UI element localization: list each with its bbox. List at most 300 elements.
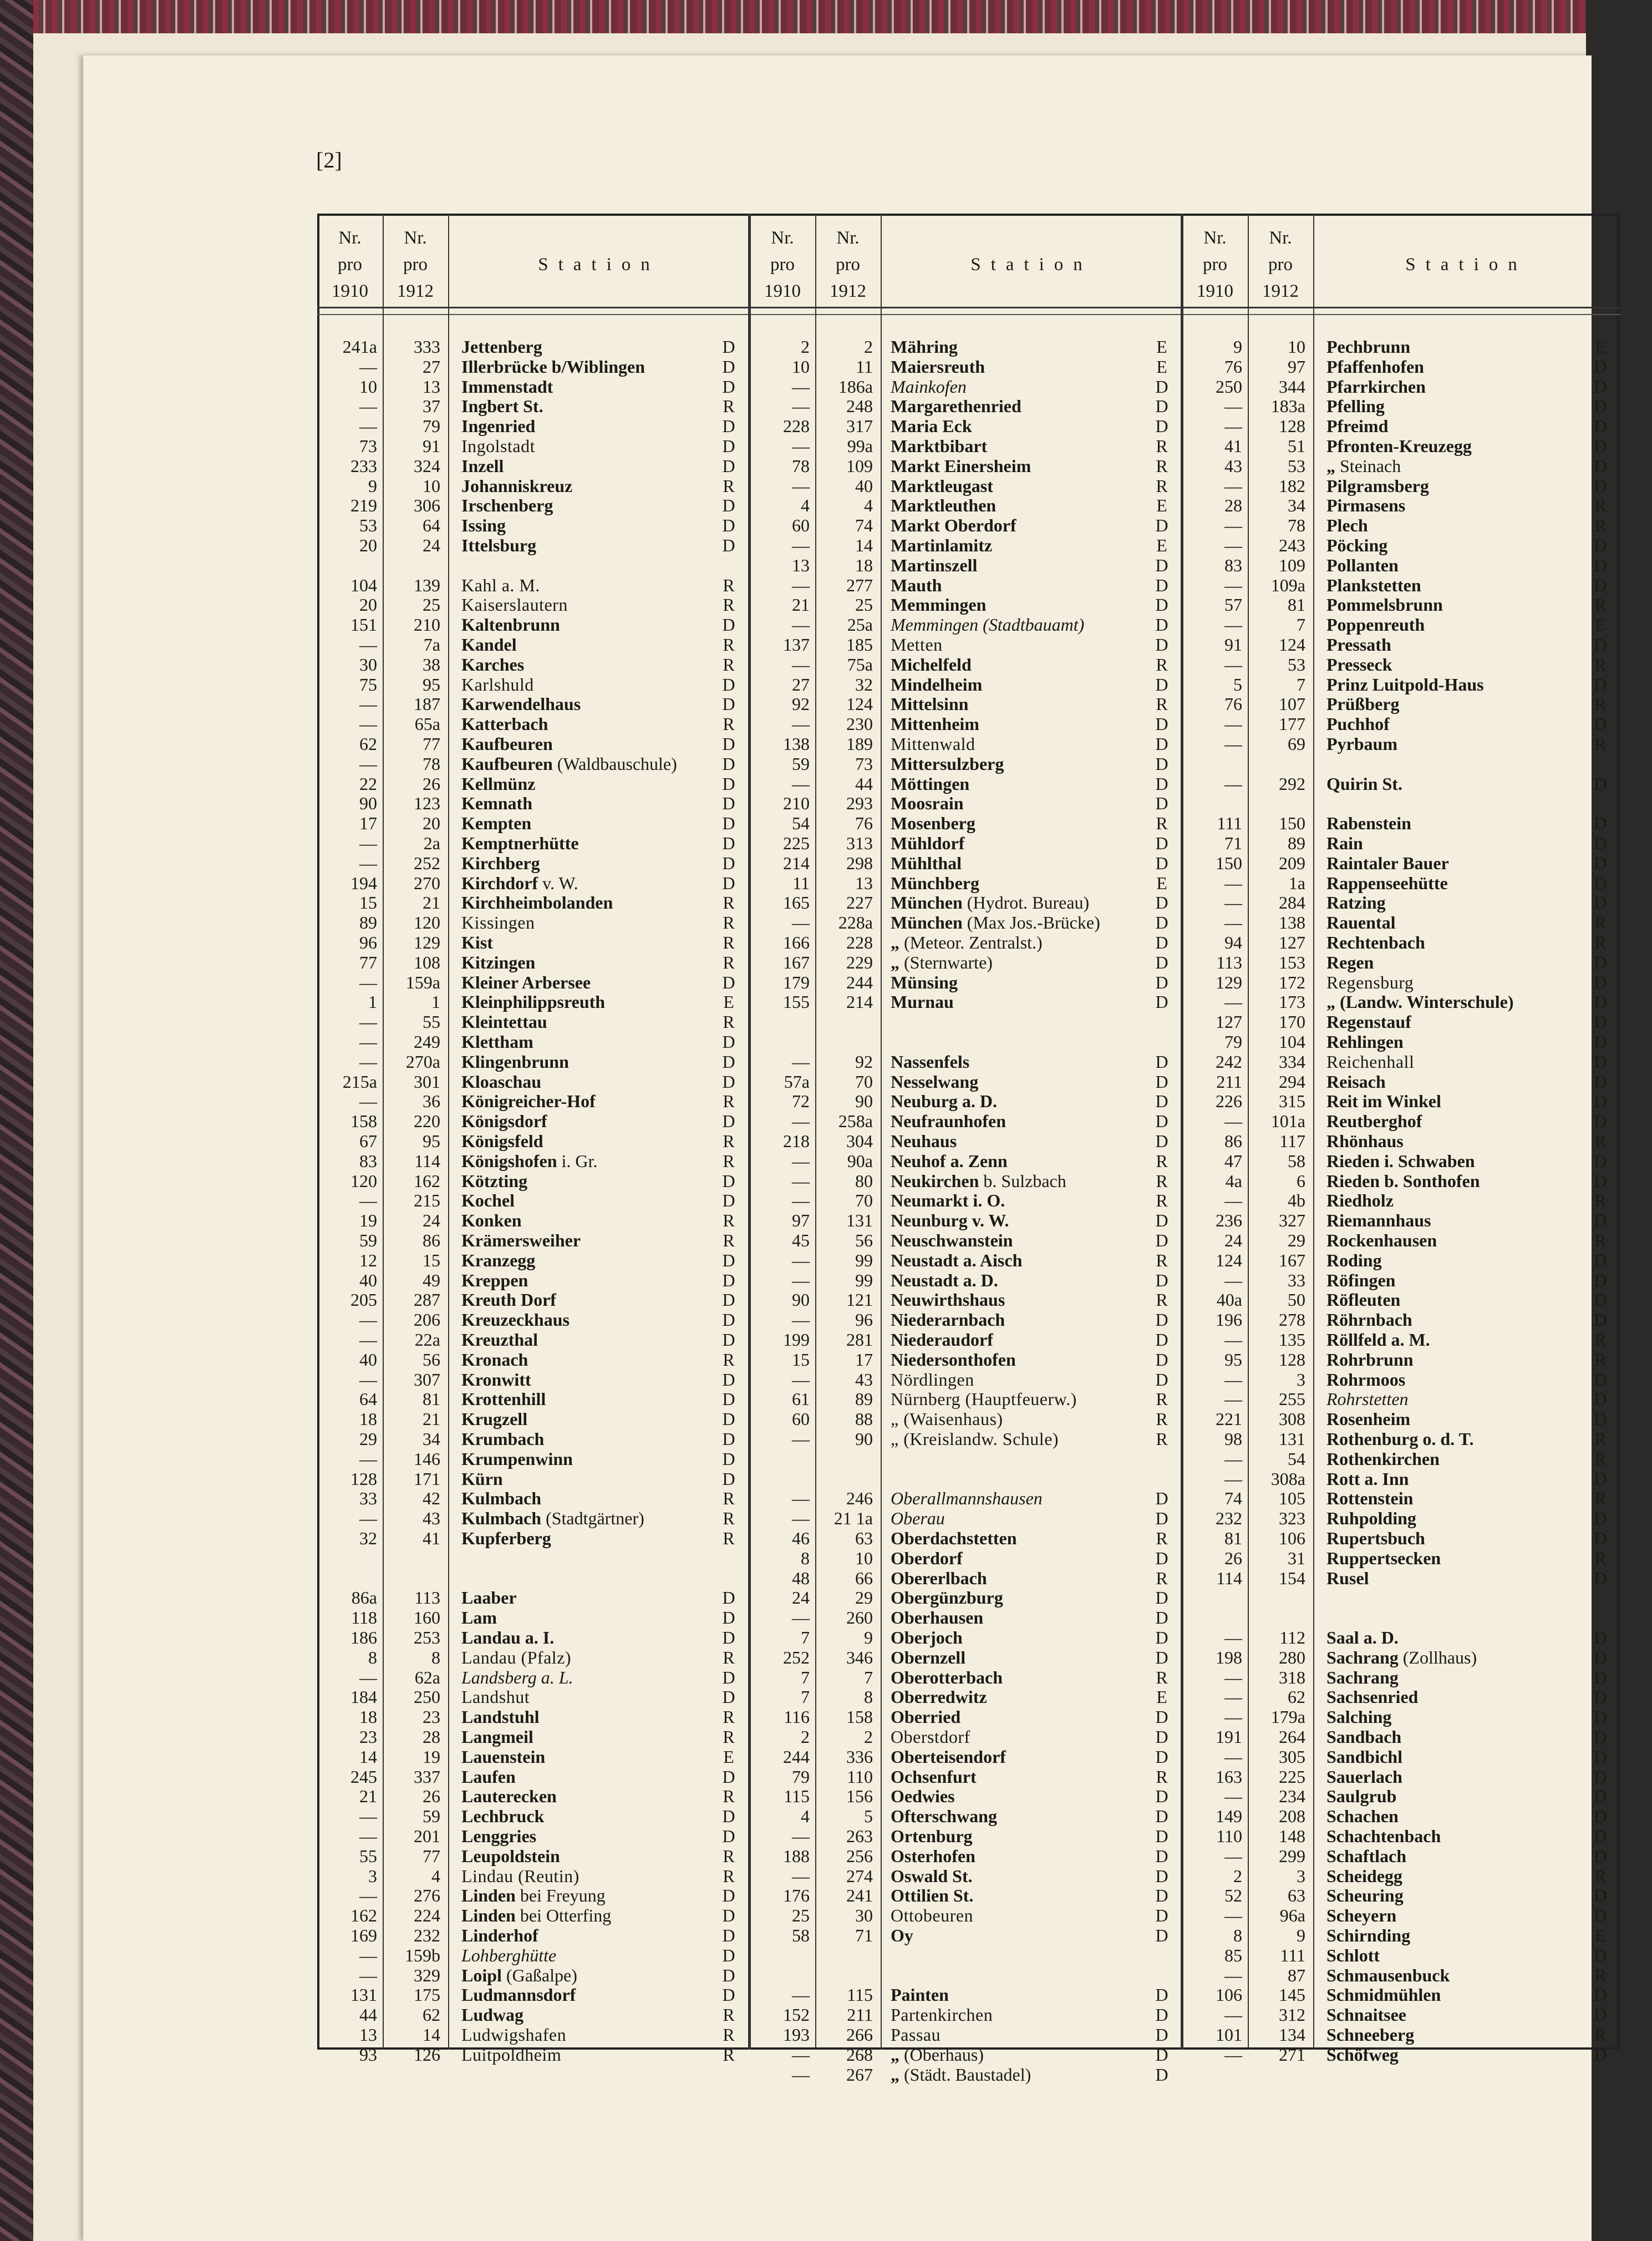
nr-1910: 79 [792,1766,810,1787]
nr-1910: 219 [350,495,377,516]
nr-1910: 83 [359,1150,377,1171]
nr-1912: 121 [846,1290,873,1310]
nr-1912: 171 [414,1468,440,1489]
nr-1912: 271 [1279,2044,1305,2065]
station-name-main: Königshofen [461,1150,557,1171]
nr-1912: 124 [1279,635,1305,655]
station-type: D [1155,833,1168,853]
station-name-main: Nürnberg (Hauptfeuerw.) [891,1389,1077,1410]
nr-1912: 1 [431,992,440,1012]
station-type: D [722,1925,735,1945]
nr-1910: — [792,1985,810,2005]
nr-1912: 9 [1297,1925,1305,1945]
header-year-cell [383,225,448,305]
station-name-main: Memmingen [891,615,979,635]
station-name [1326,1072,1590,1092]
station-name [1326,1409,1590,1429]
nr-1910: — [1224,714,1242,734]
table-row [0,1528,1652,1548]
station-type: D [1155,1210,1168,1231]
nr-1912: 253 [414,1627,440,1647]
nr-1910: 94 [1224,932,1242,952]
nr-1912: 106 [1279,1528,1305,1548]
station-type: D [1594,1468,1607,1489]
station-type: E [1595,337,1606,357]
header-nr: Nr. [404,228,427,248]
station-name-main: Oberdorf [891,1548,963,1568]
nr-1912: 75a [847,654,873,675]
station-type: D [722,833,735,853]
station-name-main: Königsdorf [461,1111,547,1132]
station-type: D [1594,1032,1607,1052]
station-type: D [1594,1786,1607,1807]
station-name-main: Prinz Luitpold-Haus [1326,674,1484,694]
station-name [1326,1826,1590,1846]
nr-1912: 113 [414,1588,440,1608]
station-name [1326,853,1590,873]
nr-1910: 40 [359,1270,377,1290]
station-name-main: Ratzing [1326,893,1386,913]
station-type: R [1156,1568,1168,1588]
nr-1910: 221 [1216,1409,1242,1429]
nr-1910: 40a [1216,1290,1242,1310]
nr-1912: 160 [414,1608,440,1628]
nr-1912: 120 [414,912,440,933]
station-name [1326,1370,1590,1390]
nr-1910: — [1224,1330,1242,1350]
station-name-main: Nesselwang [891,1071,979,1092]
table-row [0,595,1652,615]
nr-1910: 215a [342,1071,377,1092]
nr-1912: 105 [1279,1488,1305,1509]
station-type: R [723,1865,735,1886]
nr-1912: 28 [423,1727,440,1747]
station-type: D [1155,1885,1168,1906]
station-name-main: Obernzell [891,1647,966,1667]
station-type: D [1155,1845,1168,1866]
station-name-main: Rieden i. Schwaben [1326,1150,1475,1171]
station-type: R [723,2025,735,2045]
nr-1912: 128 [1279,1349,1305,1370]
station-type: R [1156,1766,1168,1787]
station-name-main: Neufraunhofen [891,1111,1007,1132]
station-type: R [1594,495,1607,516]
nr-1912: 63 [1288,1885,1305,1906]
station-name [1326,515,1590,535]
station-type: R [723,1488,735,1509]
nr-1910: — [792,1111,810,1132]
table-row [0,436,1652,456]
nr-1910: — [359,1091,377,1112]
station-name-main: Kleiner Arbersee [461,972,591,992]
nr-1912: 270a [405,1051,440,1072]
nr-1912: 21 [423,1409,440,1429]
station-name-main: Neuhaus [891,1131,957,1151]
station-name-main: Ruppertsecken [1326,1548,1441,1568]
nr-1910: — [1224,1905,1242,1926]
table-row [0,1409,1652,1429]
nr-1912: 250 [414,1687,440,1707]
station-name [1326,1389,1590,1409]
nr-1912: 172 [1279,972,1305,992]
nr-1910: 131 [350,1985,377,2005]
table-row [0,1171,1652,1191]
station-name [1326,833,1590,853]
table-row [0,675,1652,694]
station-type: R [723,1647,735,1667]
nr-1912: 14 [423,2025,440,2045]
station-type: D [1594,853,1607,873]
station-type: D [1155,912,1168,933]
table-row [0,1290,1652,1310]
station-type: R [1594,1349,1607,1370]
nr-1912: 44 [855,773,873,794]
station-name-main: Schlott [1326,1945,1380,1965]
nr-1912: 26 [423,773,440,794]
station-name-suffix: (Max Jos.-Brücke) [967,912,1100,933]
nr-1912: 281 [846,1330,873,1350]
station-name-main: Oberried [891,1707,961,1727]
nr-1910: — [1224,1667,1242,1687]
nr-1912: 306 [414,495,440,516]
table-row [0,337,1652,357]
nr-1912: 315 [1279,1091,1305,1112]
nr-1910: 199 [783,1330,810,1350]
nr-1912: 15 [423,1250,440,1270]
station-name-main: Kronwitt [461,1369,531,1390]
station-name-main: Pommelsbrunn [1326,595,1443,615]
table-row [0,1091,1652,1111]
nr-1910: — [359,714,377,734]
station-name-main: Klettham [461,1032,533,1052]
table-row [0,873,1652,893]
nr-1912: 8 [431,1647,440,1667]
nr-1910: 110 [1216,1826,1242,1846]
station-name-main: Mauth [891,575,942,595]
table-row [0,2025,1652,2045]
nr-1910: 241a [342,337,377,357]
nr-1912: 14 [855,535,873,555]
table-row [0,495,1652,515]
station-name-main: „ [891,2044,899,2065]
table-row [0,1250,1652,1270]
station-name [1326,1568,1590,1588]
station-type: D [1155,1349,1168,1370]
nr-1910: 9 [1233,337,1242,357]
nr-1912: 329 [414,1965,440,1985]
nr-1910: — [1224,1786,1242,1807]
nr-1912: 123 [414,793,440,814]
station-name-main: Markt Oberdorf [891,515,1016,536]
station-name [1326,1091,1590,1111]
station-name [1326,655,1590,675]
station-type: D [1155,793,1168,814]
station-type: D [1594,1071,1607,1092]
nr-1910: 226 [1216,1091,1242,1112]
table-row [0,1151,1652,1171]
nr-1912: 173 [1279,992,1305,1012]
station-name-main: Neuschwanstein [891,1230,1013,1250]
table-row [0,1945,1652,1965]
nr-1910: 98 [1224,1429,1242,1449]
station-name-main: München [891,893,963,913]
nr-1910: 28 [1224,495,1242,516]
station-name-main: Kirchheimbolanden [461,893,613,913]
nr-1912: 104 [1279,1032,1305,1052]
station-name [1326,1548,1590,1568]
station-name-main: Lauenstein [461,1746,546,1767]
station-type: D [1155,2005,1168,2025]
station-type: D [1155,773,1168,794]
nr-1910: — [792,1150,810,1171]
station-name-main: Ottobeuren [891,1905,973,1926]
nr-1910: 165 [783,893,810,913]
nr-1912: 101a [1270,1111,1305,1132]
header-pro: pro [403,255,428,275]
nr-1910: 198 [1216,1647,1242,1667]
nr-1912: 77 [423,734,440,754]
nr-1910: 218 [783,1131,810,1151]
header-pro: pro [836,255,860,275]
station-name [1326,1806,1590,1826]
station-name [891,754,1152,774]
nr-1910: 43 [1224,455,1242,476]
station-name-main: Mittenwald [891,734,975,754]
station-type: D [722,1071,735,1092]
nr-1910: 41 [1224,436,1242,456]
station-type: D [722,1826,735,1846]
station-name-suffix: (Oberhaus) [904,2044,984,2065]
nr-1910: 8 [801,1548,810,1568]
station-name-main: Ludmannsdorf [461,1985,576,2005]
table-row [0,694,1652,714]
page-number: [2] [316,148,342,173]
nr-1912: 21 1a [833,1508,873,1529]
table-row [0,833,1652,853]
station-type: D [1155,1111,1168,1132]
nr-1912: 70 [855,1071,873,1092]
header-station: Station [970,255,1092,275]
station-name-main: Königreicher-Hof [461,1091,596,1112]
station-name-main: Kist [461,932,493,952]
nr-1912: 224 [414,1905,440,1926]
nr-1910: 7 [801,1627,810,1647]
nr-1912: 109a [1270,575,1305,595]
station-type: D [1594,1369,1607,1390]
station-name-main: Pirmasens [1326,495,1406,516]
nr-1910: 152 [783,2005,810,2025]
nr-1912: 69 [1288,734,1305,754]
station-type: D [722,615,735,635]
nr-1910: — [792,436,810,456]
table-row [0,1667,1652,1687]
nr-1912: 185 [846,635,873,655]
station-name-main: Rain [1326,833,1363,853]
nr-1912: 150 [1279,813,1305,834]
nr-1912: 81 [423,1389,440,1410]
nr-1910: 24 [1224,1230,1242,1250]
station-type: E [723,992,734,1012]
station-type: R [1594,1548,1607,1568]
station-type: R [1594,1190,1607,1211]
nr-1912: 134 [1279,2025,1305,2045]
station-name-main: Pöcking [1326,535,1388,555]
station-type: R [1156,1409,1168,1429]
station-name [1326,1270,1590,1290]
nr-1912: 246 [846,1488,873,1509]
table-row [0,476,1652,496]
station-type: D [722,1448,735,1469]
nr-1910: 4 [801,1806,810,1827]
station-name-main: Mosenberg [891,813,975,834]
table-row [0,1508,1652,1528]
table-row [0,1389,1652,1409]
nr-1912: 29 [1288,1230,1305,1250]
nr-1910: — [1224,734,1242,754]
nr-1910: 86a [351,1588,377,1608]
nr-1910: 150 [1216,853,1242,873]
station-type: R [1594,595,1607,615]
nr-1912: 127 [1279,932,1305,952]
station-type: D [1155,1051,1168,1072]
station-name-main: Röfleuten [1326,1290,1401,1310]
station-name-main: Maria Eck [891,416,972,437]
station-name-suffix: (Sternwarte) [904,952,993,972]
header-station-cell [448,251,750,278]
table-row [0,1806,1652,1826]
nr-1910: 74 [1224,1488,1242,1509]
station-name-main: Schmausenbuck [1326,1965,1450,1985]
station-name-main: Rohrbrunn [1326,1349,1414,1370]
station-name-main: Kranzegg [461,1250,536,1270]
station-type: D [722,1945,735,1965]
nr-1910: 8 [368,1647,377,1667]
station-name-main: Rothenburg o. d. T. [1326,1429,1474,1449]
nr-1910: 184 [350,1687,377,1707]
nr-1912: 244 [846,972,873,992]
station-name [1326,2045,1590,2065]
nr-1912: 179a [1270,1707,1305,1727]
station-type: D [722,1290,735,1310]
station-name-main: Oberstdorf [891,1727,970,1747]
nr-1910: 113 [1216,952,1242,972]
header-year: 1912 [830,281,866,301]
nr-1912: 56 [855,1230,873,1250]
station-name-suffix: (Hydrot. Bureau) [967,893,1090,913]
nr-1912: 109 [1279,555,1305,575]
station-name-main: Kleintettau [461,1012,547,1032]
nr-1912: 8 [864,1687,873,1707]
station-type: R [723,595,735,615]
station-name [1326,1210,1590,1230]
station-name-main: Sauerlach [1326,1766,1402,1787]
nr-1910: 45 [792,1230,810,1250]
nr-1910: 179 [783,972,810,992]
nr-1912: 308 [1279,1409,1305,1429]
table-row [0,1925,1652,1945]
station-type: R [723,1707,735,1727]
station-name [1326,992,1590,1012]
station-type: D [1155,893,1168,913]
station-type: D [722,734,735,754]
station-name-main: Kirchdorf [461,873,538,893]
nr-1912: 317 [846,416,873,437]
nr-1910: 211 [1216,1071,1242,1092]
nr-1912: 263 [846,1826,873,1846]
station-name-main: Marktleuthen [891,495,997,516]
station-name-suffix: bei Otterfing [520,1905,612,1926]
nr-1910: 116 [784,1707,810,1727]
station-name-main: München [891,912,963,933]
nr-1910: 228 [783,416,810,437]
nr-1910: 62 [359,734,377,754]
nr-1910: 22 [359,773,377,794]
station-name-main: Illerbrücke b/Wiblingen [461,356,645,377]
table-row [0,1885,1652,1905]
nr-1910: — [359,1945,377,1965]
nr-1910: 92 [792,694,810,714]
station-name-main: Schirnding [1326,1925,1411,1945]
station-type: E [723,1746,734,1767]
station-name-main: Sandbach [1326,1727,1402,1747]
nr-1910: — [359,1965,377,1985]
nr-1910: — [1224,515,1242,536]
station-name-main: Rappenseehütte [1326,873,1448,893]
station-name-main: Ludwag [461,2005,524,2025]
station-name-main: Pfronten-Kreuzegg [1326,436,1472,456]
nr-1912: 50 [1288,1290,1305,1310]
nr-1912: 25 [423,595,440,615]
table-row [0,912,1652,932]
station-type: R [723,1230,735,1250]
nr-1910: 101 [1216,2025,1242,2045]
nr-1910: 77 [359,952,377,972]
nr-1910: 24 [792,1588,810,1608]
nr-1910: 151 [350,615,377,635]
nr-1912: 99a [847,436,873,456]
station-name [1326,1190,1590,1210]
nr-1912: 255 [1279,1389,1305,1410]
station-type: D [1155,1905,1168,1926]
station-name-main: Pfelling [1326,396,1385,417]
table-row [0,1846,1652,1866]
station-type: D [722,376,735,397]
station-name [1326,1905,1590,1925]
station-name-main: Mainkofen [891,376,967,397]
table-row [0,1429,1652,1449]
station-name-main: Niederarnbach [891,1310,1005,1330]
nr-1910: 54 [792,813,810,834]
nr-1910: — [792,1369,810,1390]
nr-1910: 58 [792,1925,810,1945]
nr-1910: 191 [1216,1727,1242,1747]
station-name-main: Oberredwitz [891,1687,987,1707]
nr-1910: 196 [1216,1310,1242,1330]
header-pro: pro [1203,255,1227,275]
nr-1910: — [792,654,810,675]
station-name-main: Mühlthal [891,853,962,873]
nr-1910: 75 [359,674,377,694]
nr-1910: — [1224,2005,1242,2025]
nr-1912: 277 [846,575,873,595]
nr-1912: 126 [414,2044,440,2065]
station-type: D [722,1965,735,1985]
nr-1912: 159b [405,1945,440,1965]
station-type: D [1594,1170,1607,1191]
nr-1912: 234 [1279,1786,1305,1807]
station-name-main: Prüßberg [1326,694,1400,714]
nr-1910: 166 [783,932,810,952]
